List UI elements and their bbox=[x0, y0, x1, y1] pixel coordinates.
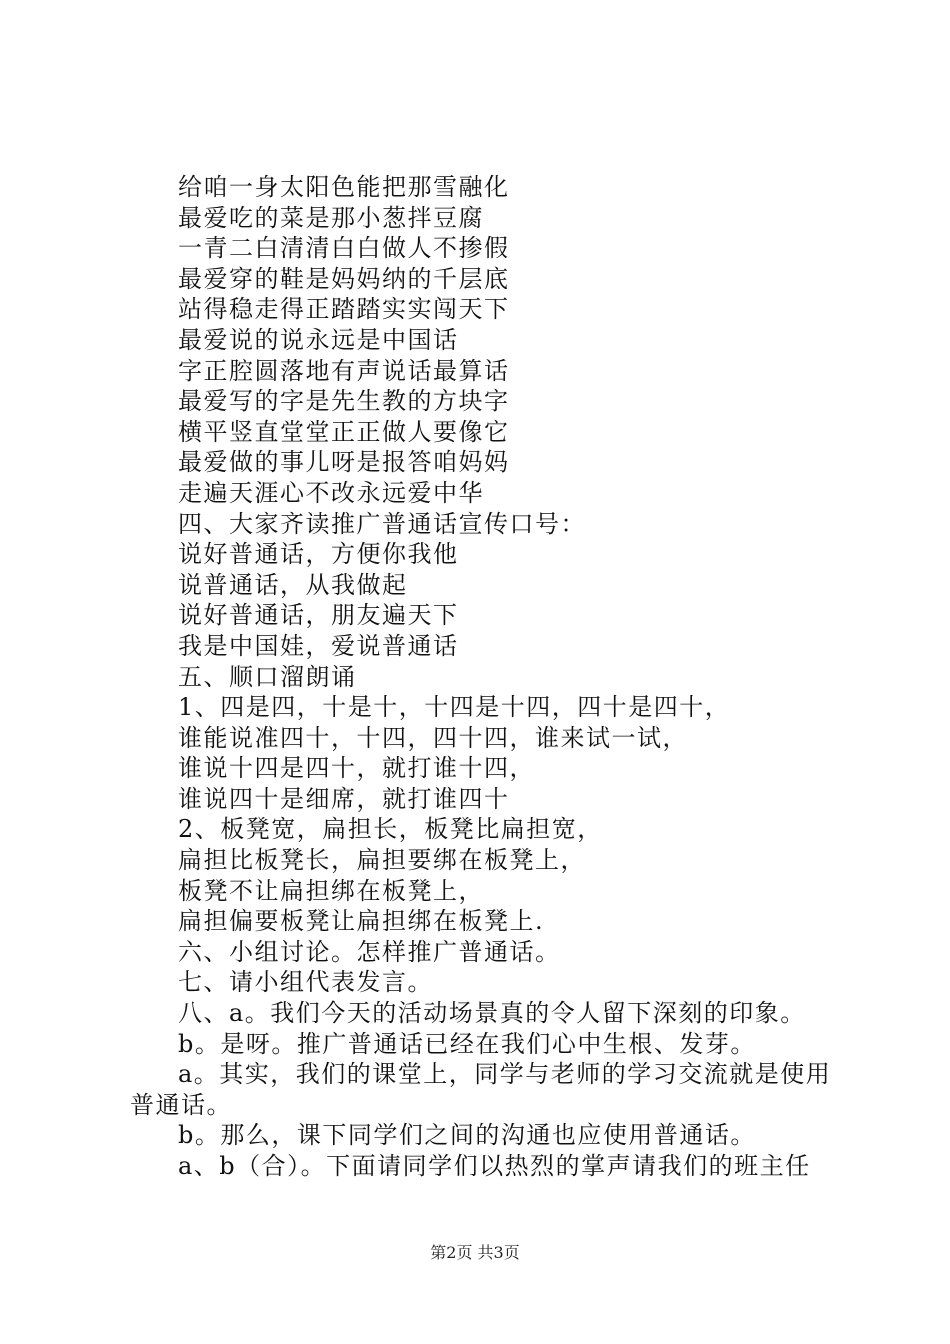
text-line: 扁担偏要板凳让扁担绑在板凳上. bbox=[178, 907, 545, 936]
slogan-line: 说好普通话，方便你我他 bbox=[178, 540, 459, 569]
document-body bbox=[130, 172, 835, 1182]
slogan-line: 说好普通话，朋友遍天下 bbox=[178, 601, 459, 630]
slogan-line: 我是中国娃，爱说普通话 bbox=[178, 631, 459, 660]
text-line: 一青二白清清白白做人不掺假 bbox=[178, 234, 510, 263]
page-footer: 第2页 共3页 bbox=[430, 1243, 520, 1262]
text-line: 最爱做的事儿呀是报答咱妈妈 bbox=[178, 448, 510, 477]
text-line: 最爱吃的菜是那小葱拌豆腐 bbox=[178, 203, 484, 232]
dialogue-paragraph: a。其实，我们的课堂上，同学与老师的学习交流就是使用普通话。 bbox=[130, 1060, 832, 1119]
section-heading: 八、a。我们今天的活动场景真的令人留下深刻的印象。 bbox=[178, 999, 806, 1028]
text-line: 谁能说准四十，十四，四十四，谁来试一试， bbox=[178, 723, 688, 752]
text-line: 扁担比板凳长，扁担要绑在板凳上， bbox=[178, 846, 586, 875]
text-line: 板凳不让扁担绑在板凳上， bbox=[178, 876, 484, 905]
section-heading: 六、小组讨论。怎样推广普通话。 bbox=[178, 937, 561, 966]
dialogue-line: b。是呀。推广普通话已经在我们心中生根、发芽。 bbox=[178, 1029, 756, 1058]
section-heading: 七、请小组代表发言。 bbox=[178, 968, 433, 997]
text-line: 站得稳走得正踏踏实实闯天下 bbox=[178, 295, 510, 324]
text-line: 谁说十四是四十，就打谁十四， bbox=[178, 754, 535, 783]
text-line: 最爱写的字是先生教的方块字 bbox=[178, 387, 510, 416]
section-heading: 四、大家齐读推广普通话宣传口号： bbox=[178, 509, 586, 538]
slogan-line: 说普通话，从我做起 bbox=[178, 570, 408, 599]
text-line: 横平竖直堂堂正正做人要像它 bbox=[178, 417, 510, 446]
text-line: 1、四是四，十是十，十四是十四，四十是四十， bbox=[178, 693, 731, 722]
text-line: 走遍天涯心不改永远爱中华 bbox=[178, 478, 484, 507]
text-line: 最爱说的说永远是中国话 bbox=[178, 325, 459, 354]
dialogue-line: a、b（合）。下面请同学们以热烈的掌声请我们的班主任 bbox=[178, 1152, 811, 1180]
section-heading: 五、顺口溜朗诵 bbox=[178, 662, 357, 691]
text-line: 谁说四十是细席，就打谁四十 bbox=[178, 784, 510, 813]
text-line: 2、板凳宽，扁担长，板凳比扁担宽， bbox=[178, 815, 603, 844]
text-line: 最爱穿的鞋是妈妈纳的千层底 bbox=[178, 264, 510, 293]
dialogue-line: b。那么，课下同学们之间的沟通也应使用普通话。 bbox=[178, 1121, 756, 1150]
text-line: 给咱一身太阳色能把那雪融化 bbox=[178, 173, 510, 201]
text-line: 字正腔圆落地有声说话最算话 bbox=[178, 356, 510, 385]
